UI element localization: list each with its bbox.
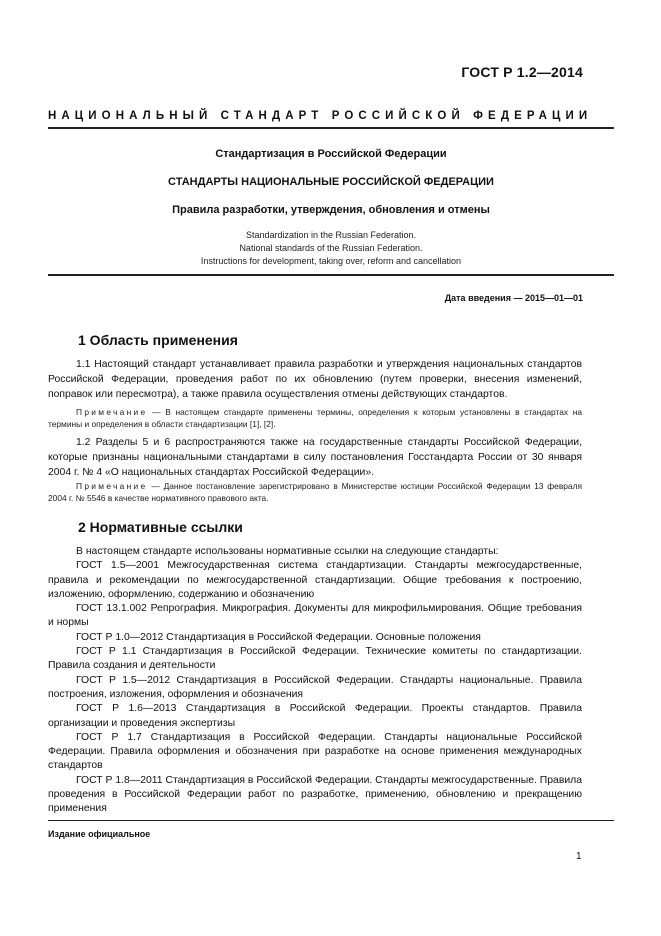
footer-divider (48, 820, 614, 821)
reference-item: ГОСТ Р 1.0—2012 Стандартизация в Российской Федерации. Основные положения (76, 631, 481, 643)
reference-item: ГОСТ Р 1.7 Стандартизация в Российской Федерации. Стандарты национальные Российской Федерации. Правила оформления и обозначения при разработке на основе применения международных стандартов (48, 731, 582, 772)
note-1-text: — В настоящем стандарте применены термины, определения к которым установлены в стандартах на термины и определения в области стандартизации [1], [2]. (48, 407, 583, 429)
note-2-text: — Данное постановление зарегистрировано в Министерстве юстиции Российской Федерации 13 февраля 2004 г. № 5546 в качестве нормативного правового акта. (48, 481, 583, 503)
reference-item: ГОСТ 13.1.002 Репрография. Микрография. Документы для микрофильмирования. Общие требования и нормы (48, 603, 582, 629)
english-title-line-3: Instructions for development, taking over, reform and cancellation (200, 256, 462, 266)
effective-date: Дата введения — 2015—01—01 (444, 293, 583, 303)
note-2-label: Примечание (76, 481, 148, 491)
page-number: 1 (576, 851, 582, 862)
section-2-heading: 2 Нормативные ссылки (78, 519, 243, 535)
document-number: ГОСТ Р 1.2—2014 (461, 64, 583, 80)
paragraph-1-2: 1.2 Разделы 5 и 6 распространяются также на государственные стандарты Российской Федерации, которые признаны национальными стандартами в силу постановления Госстандарта России от 30 января 2004 г. № 4 «О национальных стандартах Российской Федерации». (48, 437, 582, 478)
note-1 (48, 406, 582, 430)
references-intro: В настоящем стандарте использованы нормативные ссылки на следующие стандарты: (76, 546, 499, 557)
title-divider (48, 274, 614, 276)
english-title (48, 229, 614, 268)
paragraph-1-1: 1.1 Настоящий стандарт устанавливает правила разработки и утверждения национальных стандартов Российской Федерации, проведения работ по их обновлению (путем проверки, внесения изменений, поправок или пересмотра), а также правила осуществления отмены действующих стандартов. (48, 359, 582, 400)
reference-item: ГОСТ Р 1.6—2013 Стандартизация в Российской Федерации. Проекты стандартов. Правила организации и проведения экспертизы (48, 703, 582, 729)
reference-item: ГОСТ 1.5—2001 Межгосударственная система стандартизации. Стандарты межгосударственные, правила и рекомендации по межгосударственной стандартизации. Общие требования к построению, изложению, оформлению, содержанию и обозначению (48, 560, 582, 600)
note-1-label: Примечание (76, 407, 148, 417)
references-list (48, 545, 582, 817)
english-title-line-1: Standardization in the Russian Federation. (245, 230, 417, 240)
section-1-heading: 1 Область применения (78, 332, 238, 348)
official-edition: Издание официальное (48, 829, 151, 839)
title-line-2: СТАНДАРТЫ НАЦИОНАЛЬНЫЕ РОССИЙСКОЙ ФЕДЕРАЦИИ (168, 176, 494, 188)
reference-item: ГОСТ Р 1.8—2011 Стандартизация в Российской Федерации. Стандарты межгосударственные. Правила проведения в Российской Федерации работ по разработке, применению, обновлению и прекращению применения (48, 774, 582, 815)
title-line-1: Стандартизация в Российской Федерации (215, 148, 447, 160)
title-line-3: Правила разработки, утверждения, обновления и отмены (172, 204, 490, 216)
note-2 (48, 480, 582, 504)
reference-item: ГОСТ Р 1.1 Стандартизация в Российской Федерации. Технические комитеты по стандартизации. Правила создания и деятельности (48, 646, 582, 672)
top-divider (48, 127, 614, 129)
national-standard-banner: НАЦИОНАЛЬНЫЙ СТАНДАРТ РОССИЙСКОЙ ФЕДЕРАЦИИ (48, 110, 593, 122)
english-title-line-2: National standards of the Russian Federation. (239, 243, 423, 253)
reference-item: ГОСТ Р 1.5—2012 Стандартизация в Российской Федерации. Стандарты национальные. Правила построения, изложения, оформления и обозначения (48, 674, 582, 700)
